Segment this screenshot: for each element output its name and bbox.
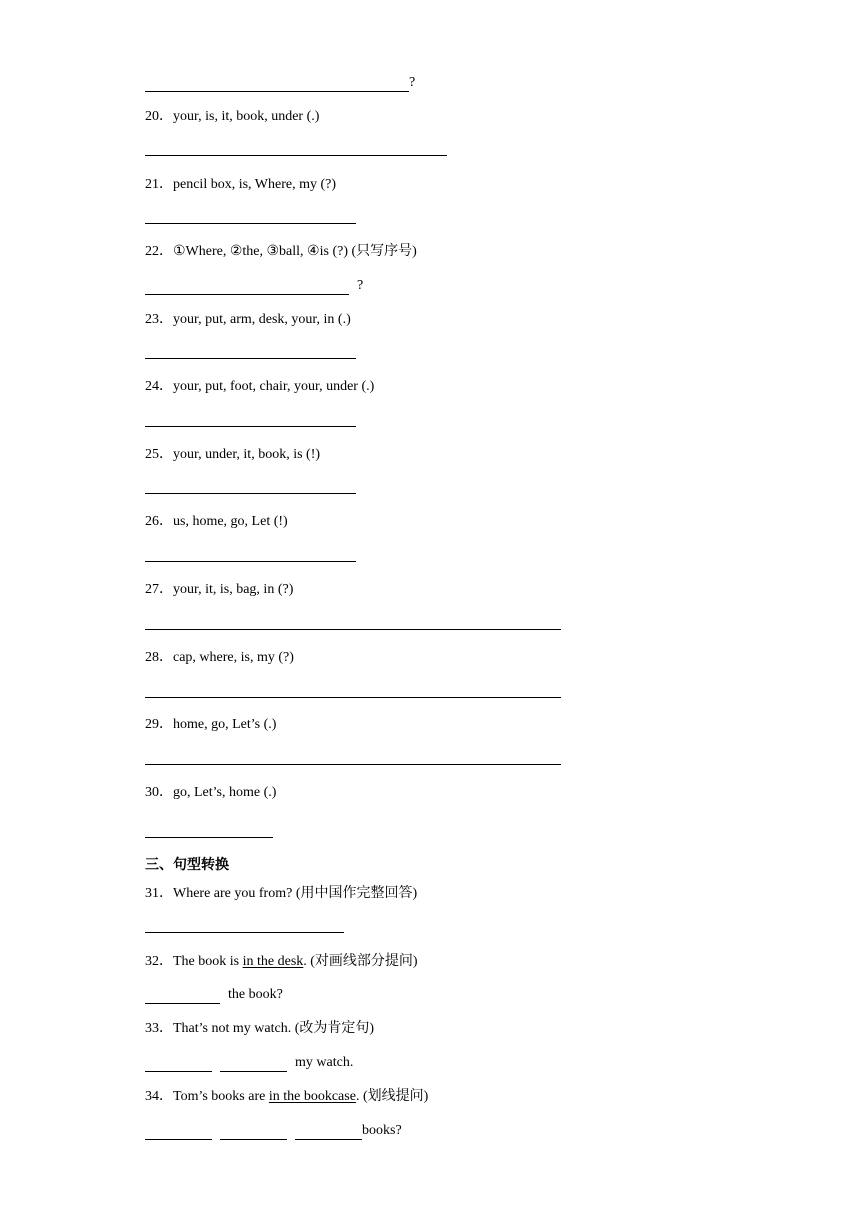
question-text: your, it, is, bag, in (?) (173, 582, 294, 597)
answer-blank[interactable] (145, 918, 344, 933)
answer-line-31 (145, 918, 344, 933)
answer-blank[interactable] (145, 823, 273, 838)
question-text: us, home, go, Let (!) (173, 514, 288, 529)
section-title: 三、句型转换 (145, 857, 229, 873)
answer-line-21 (145, 209, 356, 224)
question-text: your, put, foot, chair, your, under (.) (173, 379, 375, 394)
question-33 (145, 1020, 374, 1038)
answer-suffix: ? (357, 278, 364, 293)
question-32 (145, 953, 418, 971)
question-text-before: The book is (173, 954, 243, 969)
answer-blank[interactable] (220, 1125, 287, 1140)
answer-line-20 (145, 141, 447, 156)
question-text: That’s not my watch. (改为肯定句) (173, 1021, 375, 1036)
question-number: 20． (145, 109, 173, 124)
question-number: 31． (145, 886, 173, 901)
answer-tail: books? (362, 1123, 402, 1138)
answer-line-22 (145, 277, 363, 295)
question-21 (145, 176, 336, 194)
question-29 (145, 716, 276, 734)
question-28 (145, 649, 294, 667)
answer-blank[interactable] (145, 280, 349, 295)
answer-blank[interactable] (145, 1057, 212, 1072)
question-34 (145, 1088, 428, 1106)
question-number: 21． (145, 177, 173, 192)
question-number: 27． (145, 582, 173, 597)
question-number: 22． (145, 244, 173, 259)
answer-blank[interactable] (145, 344, 356, 359)
answer-line-33 (145, 1054, 353, 1072)
answer-line-30 (145, 823, 273, 838)
question-27 (145, 581, 293, 599)
answer-blank[interactable] (145, 412, 356, 427)
answer-line-28 (145, 683, 561, 698)
question-number: 32． (145, 954, 173, 969)
answer-blank[interactable] (145, 479, 356, 494)
answer-blank[interactable] (145, 683, 561, 698)
question-31 (145, 885, 417, 903)
question-number: 25． (145, 447, 173, 462)
question-number: 24． (145, 379, 173, 394)
question-22 (145, 243, 417, 261)
question-number: 34． (145, 1089, 173, 1104)
answer-line-25 (145, 479, 356, 494)
answer-line-19 (145, 74, 415, 92)
answer-blank[interactable] (220, 1057, 287, 1072)
question-text: your, under, it, book, is (!) (173, 447, 321, 462)
question-number: 30． (145, 785, 173, 800)
question-24 (145, 378, 374, 396)
answer-blank[interactable] (145, 615, 561, 630)
question-text: go, Let’s, home (.) (173, 785, 277, 800)
question-number: 23． (145, 312, 173, 327)
question-text: ①Where, ②the, ③ball, ④is (?) (只写序号) (173, 244, 417, 259)
question-text: pencil box, is, Where, my (?) (173, 177, 337, 192)
question-20 (145, 108, 319, 126)
answer-line-26 (145, 547, 356, 562)
answer-blank[interactable] (145, 750, 561, 765)
underlined-phrase: in the bookcase (268, 1089, 356, 1104)
answer-blank[interactable] (145, 209, 356, 224)
question-text: your, is, it, book, under (.) (173, 109, 320, 124)
question-text: Where are you from? (用中国作完整回答) (173, 886, 418, 901)
answer-blank[interactable] (295, 1125, 362, 1140)
answer-line-24 (145, 412, 356, 427)
answer-blank[interactable] (145, 989, 220, 1004)
question-text-before: Tom’s books are (173, 1089, 269, 1104)
answer-blank[interactable] (145, 547, 356, 562)
answer-line-27 (145, 615, 561, 630)
question-text-after: . (划线提问) (355, 1089, 429, 1104)
underlined-phrase: in the desk (242, 954, 304, 969)
question-number: 28． (145, 650, 173, 665)
answer-tail: the book? (228, 987, 283, 1002)
question-text: cap, where, is, my (?) (173, 650, 294, 665)
question-23 (145, 311, 351, 329)
question-text: your, put, arm, desk, your, in (.) (173, 312, 351, 327)
answer-blank[interactable] (145, 1125, 212, 1140)
question-30 (145, 784, 276, 802)
question-26 (145, 513, 288, 531)
answer-line-29 (145, 750, 561, 765)
question-text: home, go, Let’s (.) (173, 717, 277, 732)
answer-blank[interactable] (145, 141, 447, 156)
answer-line-23 (145, 344, 356, 359)
answer-line-32 (145, 986, 283, 1004)
question-25 (145, 446, 320, 464)
answer-blank[interactable] (145, 77, 409, 92)
question-text-after: . (对画线部分提问) (303, 954, 418, 969)
answer-tail: my watch. (295, 1055, 354, 1070)
answer-line-34 (145, 1122, 402, 1140)
question-number: 33． (145, 1021, 173, 1036)
question-number: 26． (145, 514, 173, 529)
answer-suffix: ? (409, 75, 416, 90)
question-number: 29． (145, 717, 173, 732)
